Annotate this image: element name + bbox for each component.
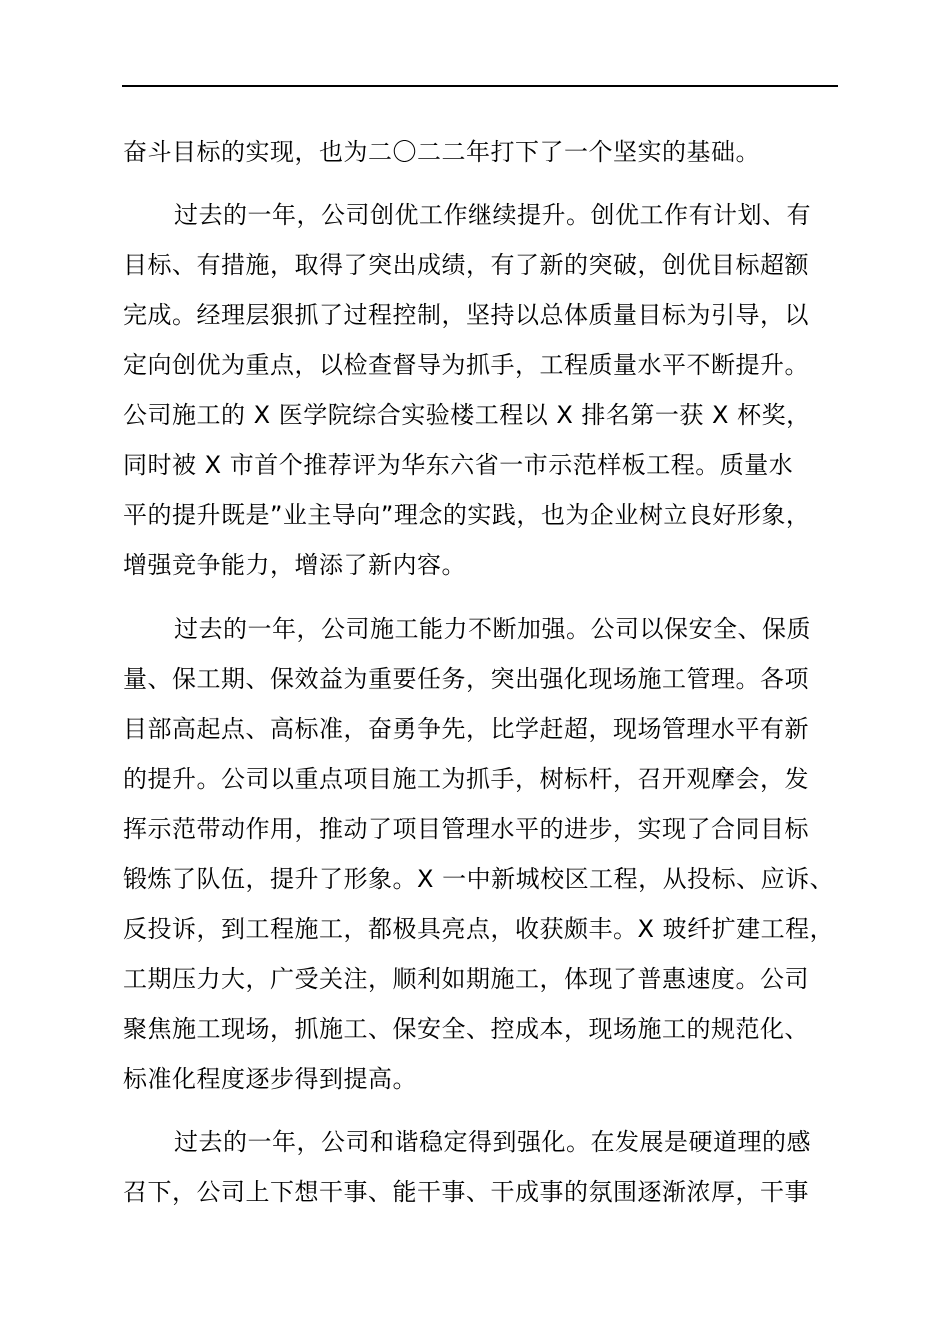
text-line: 标准化程度逐步得到提高。 [123, 1065, 417, 1093]
text-line: 锻炼了队伍，提升了形象。X 一中新城校区工程，从投标、应诉、 [123, 865, 835, 893]
text-line: 量、保工期、保效益为重要任务，突出强化现场施工管理。各项 [123, 665, 809, 693]
paragraph-first-line: 过去的一年，公司施工能力不断加强。公司以保安全、保质 [174, 615, 811, 643]
text-line: 的提升。公司以重点项目施工为抓手，树标杆，召开观摩会，发 [123, 765, 809, 793]
text-line: 平的提升既是”业主导向”理念的实践，也为企业树立良好形象， [123, 501, 811, 529]
text-line: 同时被 X 市首个推荐评为华东六省一市示范样板工程。质量水 [123, 451, 794, 479]
text-line: 反投诉，到工程施工，都极具亮点，收获颇丰。X 玻纤扩建工程， [123, 915, 835, 943]
text-line: 公司施工的 X 医学院综合实验楼工程以 X 排名第一获 X 杯奖， [123, 401, 811, 429]
text-line: 定向创优为重点，以检查督导为抓手，工程质量水平不断提升。 [123, 351, 809, 379]
paragraph-first-line: 过去的一年，公司和谐稳定得到强化。在发展是硬道理的感 [174, 1128, 811, 1156]
text-line: 增强竞争能力，增添了新内容。 [123, 551, 466, 579]
text-line: 聚焦施工现场，抓施工、保安全、控成本，现场施工的规范化、 [123, 1015, 809, 1043]
text-line: 奋斗目标的实现，也为二〇二二年打下了一个坚实的基础。 [123, 138, 760, 166]
text-line: 挥示范带动作用，推动了项目管理水平的进步，实现了合同目标 [123, 815, 809, 843]
text-line: 工期压力大，广受关注，顺利如期施工，体现了普惠速度。公司 [123, 965, 809, 993]
text-line: 召下，公司上下想干事、能干事、干成事的氛围逐渐浓厚，干事 [123, 1178, 809, 1206]
header-rule [122, 85, 838, 87]
text-line: 目部高起点、高标准，奋勇争先，比学赶超，现场管理水平有新 [123, 715, 809, 743]
text-line: 完成。经理层狠抓了过程控制，坚持以总体质量目标为引导，以 [123, 301, 809, 329]
paragraph-first-line: 过去的一年，公司创优工作继续提升。创优工作有计划、有 [174, 201, 811, 229]
text-line: 目标、有措施，取得了突出成绩，有了新的突破，创优目标超额 [123, 251, 809, 279]
